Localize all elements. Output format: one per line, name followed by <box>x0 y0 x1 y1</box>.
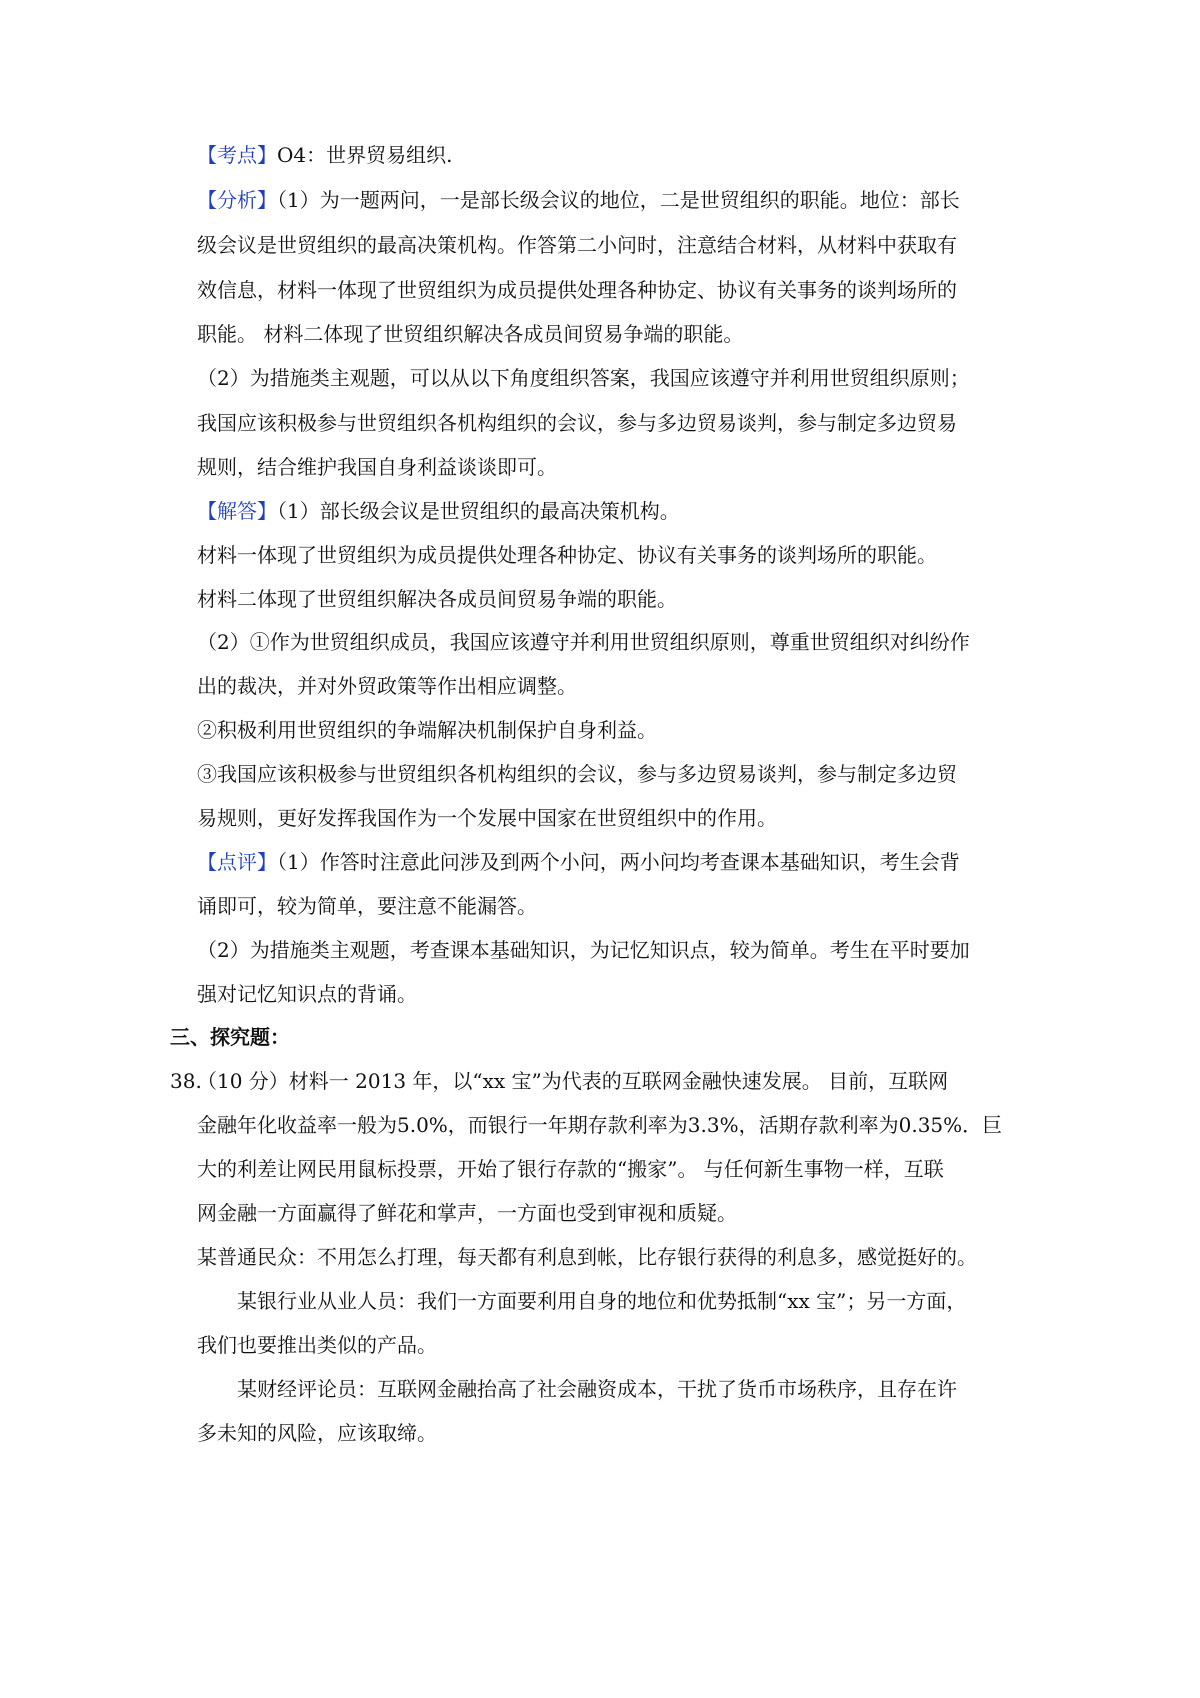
jieda-line-1 <box>197 497 680 525</box>
fenxi-line-2: 级会议是世贸组织的最高决策机构。作答第二小问时，注意结合材料，从材料中获取有 <box>197 233 957 257</box>
fenxi-line-3: 效信息，材料一体现了世贸组织为成员提供处理各种协定、协议有关事务的谈判场所的 <box>197 278 957 302</box>
jieda-tag: 【解答】 <box>197 499 277 523</box>
jieda-line-2: 材料一体现了世贸组织为成员提供处理各种协定、协议有关事务的谈判场所的职能。 <box>197 543 937 567</box>
jieda-line-6: ②积极利用世贸组织的争端解决机制保护自身利益。 <box>197 718 657 742</box>
jieda-line-3: 材料二体现了世贸组织解决各成员间贸易争端的职能。 <box>197 587 677 611</box>
kaodian-text: O4：世界贸易组织. <box>277 143 453 167</box>
question-line-4: 网金融一方面赢得了鲜花和掌声，一方面也受到审视和质疑。 <box>197 1201 737 1225</box>
dianping-line-3: （2）为措施类主观题，考查课本基础知识，为记忆知识点，较为简单。考生在平时要加 <box>197 938 970 962</box>
question-line-2: 金融年化收益率一般为5.0%，而银行一年期存款利率为3.3%，活期存款利率为0.35%．巨 <box>197 1113 1003 1137</box>
fenxi-line-1 <box>197 186 960 214</box>
dianping-line-4: 强对记忆知识点的背诵。 <box>197 982 417 1006</box>
question-line-9: 多未知的风险，应该取缔。 <box>197 1421 437 1445</box>
fenxi-line-6: 我国应该积极参与世贸组织各机构组织的会议，参与多边贸易谈判，参与制定多边贸易 <box>197 411 957 435</box>
dianping-line-1 <box>197 848 960 876</box>
kaodian-line <box>197 141 452 169</box>
dianping-text: （1）作答时注意此问涉及到两个小问，两小问均考查课本基础知识，考生会背 <box>277 850 960 874</box>
kaodian-tag: 【考点】 <box>197 143 277 167</box>
jieda-line-8: 易规则，更好发挥我国作为一个发展中国家在世贸组织中的作用。 <box>197 806 777 830</box>
question-line-1: （10 分）材料一 2013 年，以“xx 宝”为代表的互联网金融快速发展。 目前，互联网 <box>197 1069 949 1093</box>
question-number: 38. <box>170 1069 202 1093</box>
fenxi-line-7: 规则，结合维护我国自身利益谈谈即可。 <box>197 455 557 479</box>
question-line-8: 某财经评论员：互联网金融抬高了社会融资成本，干扰了货币市场秩序，且存在许 <box>237 1377 957 1401</box>
fenxi-tag: 【分析】 <box>197 188 277 212</box>
fenxi-line-5: （2）为措施类主观题，可以从以下角度组织答案，我国应该遵守并利用世贸组织原则； <box>197 366 970 390</box>
question-line-3: 大的利差让网民用鼠标投票，开始了银行存款的“搬家”。 与任何新生事物一样，互联 <box>197 1157 944 1181</box>
dianping-tag: 【点评】 <box>197 850 277 874</box>
jieda-line-7: ③我国应该积极参与世贸组织各机构组织的会议，参与多边贸易谈判，参与制定多边贸 <box>197 762 957 786</box>
jieda-line-5: 出的裁决，并对外贸政策等作出相应调整。 <box>197 674 577 698</box>
question-line-6: 某银行业从业人员：我们一方面要利用自身的地位和优势抵制“xx 宝”；另一方面， <box>237 1289 967 1313</box>
question-line-5: 某普通民众：不用怎么打理，每天都有利息到帐，比存银行获得的利息多，感觉挺好的。 <box>197 1245 977 1269</box>
dianping-line-2: 诵即可，较为简单，要注意不能漏答。 <box>197 894 537 918</box>
fenxi-line-4: 职能。 材料二体现了世贸组织解决各成员间贸易争端的职能。 <box>197 322 744 346</box>
fenxi-text: （1）为一题两问，一是部长级会议的地位，二是世贸组织的职能。地位：部长 <box>277 188 960 212</box>
section-title: 三、探究题： <box>170 1025 290 1049</box>
jieda-line-4: （2）①作为世贸组织成员，我国应该遵守并利用世贸组织原则，尊重世贸组织对纠纷作 <box>197 630 970 654</box>
jieda-text: （1）部长级会议是世贸组织的最高决策机构。 <box>277 499 680 523</box>
question-line-7: 我们也要推出类似的产品。 <box>197 1333 437 1357</box>
